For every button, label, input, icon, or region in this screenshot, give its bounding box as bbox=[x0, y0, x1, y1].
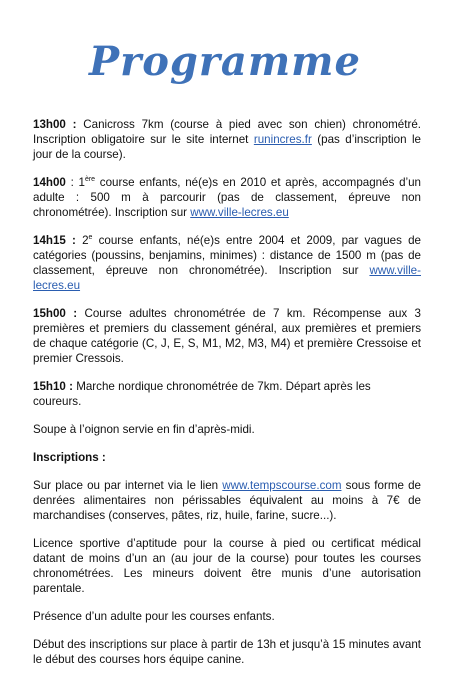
licence-paragraph: Licence sportive d’aptitude pour la course à pied ou certificat médical datant de moins d’un an (au jour de la course) pour toutes les courses chronométrées. Les mineurs doivent être munis d’une autorisation parentale. bbox=[33, 537, 421, 595]
canicross-text-2: (pas d’inscription le jour de la course). bbox=[33, 133, 421, 161]
enfants-2-sup: e bbox=[88, 234, 93, 242]
inscriptions-heading bbox=[33, 450, 421, 465]
marche-text: Marche nordique chronométrée de 7km. Départ après les coureurs. bbox=[33, 380, 371, 408]
page-title: Programme bbox=[89, 38, 361, 85]
enfants-2-text-1: 2 bbox=[75, 234, 89, 247]
adultes-text: Course adultes chronométrée de 7 km. Récompense aux 3 premières et premiers du classement général, aux premières et premiers de chaque catégorie (C, J, E, S, M1, M2, M3, M4) et première Cressoise et premier Cressois. bbox=[33, 307, 421, 365]
tempscourse-link[interactable]: www.tempscourse.com bbox=[222, 479, 342, 492]
canicross-text-1: Canicross 7km (course à pied avec son chien) chronométré. Inscription obligatoire sur le site internet bbox=[33, 118, 421, 146]
enfants-1-text-1: : 1 bbox=[65, 176, 85, 189]
enfants-1-sup: ère bbox=[84, 176, 96, 184]
canicross-paragraph bbox=[33, 117, 421, 162]
ville-lecres-link-1[interactable]: www.ville-lecres.eu bbox=[190, 206, 289, 219]
marche-time: 15h10 : bbox=[33, 380, 73, 393]
enfants-1-paragraph bbox=[33, 175, 421, 220]
canicross-time: 13h00 : bbox=[33, 118, 77, 131]
adultes-paragraph bbox=[33, 306, 421, 366]
inscriptions-heading-text: Inscriptions : bbox=[33, 451, 106, 464]
enfants-2-text-2: course enfants, né(e)s entre 2004 et 2009, par vagues de catégories (poussins, benjamins, minimes) : distance de 1500 m (pas de classement, épreuve non chronométrée). Inscription sur bbox=[33, 234, 421, 277]
adultes-time: 15h00 : bbox=[33, 307, 78, 320]
debut-paragraph: Début des inscriptions sur place à partir de 13h et jusqu’à 15 minutes avant le début des courses hors équipe canine. bbox=[33, 638, 421, 666]
programme-content bbox=[33, 117, 421, 680]
inscriptions-text-1: Sur place ou par internet via le lien bbox=[33, 479, 223, 492]
marche-paragraph bbox=[33, 379, 421, 409]
ville-lecres-link-2[interactable]: www.ville-lecres.eu bbox=[33, 264, 421, 292]
enfants-2-paragraph bbox=[33, 233, 421, 293]
enfants-2-time: 14h15 : bbox=[33, 234, 76, 247]
soupe-paragraph: Soupe à l’oignon servie en fin d’après-midi. bbox=[33, 423, 255, 436]
enfants-1-text-2: course enfants, né(e)s en 2010 et après, accompagnés d’un adulte : 500 m à parcourir (pas de classement, épreuve non chronométrée). Inscription sur bbox=[33, 176, 421, 219]
enfants-1-time: 14h00 bbox=[33, 176, 66, 189]
runincres-link[interactable]: runincres.fr bbox=[253, 133, 312, 146]
inscriptions-text-2: sous forme de denrées alimentaires non périssables équivalent au moins à 7€ de marchandises (conserves, pâtes, riz, huile, farine, sucre...). bbox=[33, 479, 421, 522]
presence-paragraph: Présence d’un adulte pour les courses enfants. bbox=[33, 610, 275, 623]
inscriptions-paragraph bbox=[33, 478, 421, 523]
